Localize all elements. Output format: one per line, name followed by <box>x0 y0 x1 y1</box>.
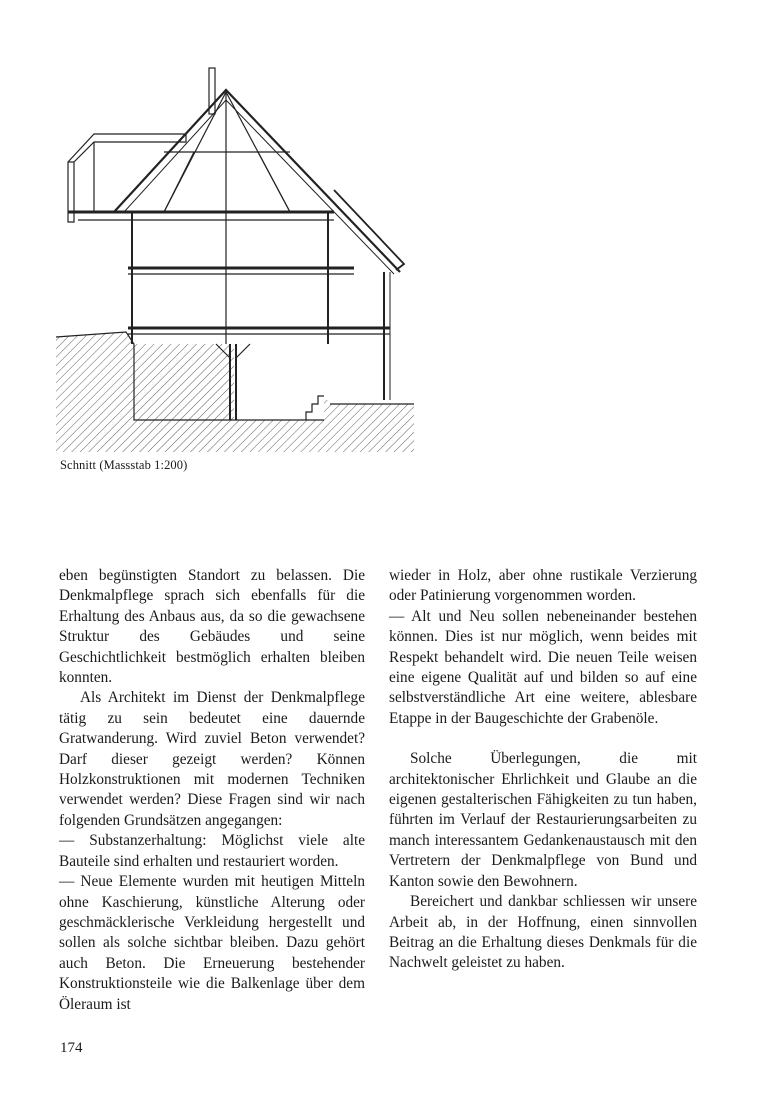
paragraph: — Neue Elemente wurden mit heutigen Mitteln ohne Kaschierung, künstliche Alterung oder geschmäcklerische Verkleidung hergestellt und sollen als solche sichtbar bleiben. Dazu gehört auch Beton. Die Erneuerung bestehender Konstruktionsteile wie die Balkenlage über dem Öleraum ist <box>59 873 365 1013</box>
paragraph: Solche Überlegungen, die mit architektonischer Ehrlichkeit und Glaube an die eigenen gestalterischen Fähigkeiten zu tun haben, führten im Verlauf der Restaurierungsarbeiten zu manch interessantem Gedankenaustausch mit den Vertretern der Denkmalpflege von Bund und Kanton sowie den Bewohnern. <box>389 750 697 890</box>
left-column <box>59 566 365 1015</box>
section-drawing-svg <box>54 62 418 454</box>
paragraph: — Substanzerhaltung: Möglichst viele alte Bauteile sind erhalten und restauriert worden. <box>59 832 365 870</box>
main-roof <box>114 90 400 272</box>
paragraph: wieder in Holz, aber ohne rustikale Verzierung oder Patinierung vorgenommen worden. <box>389 567 697 605</box>
section-drawing <box>54 62 418 454</box>
paragraph: eben begünstigten Standort zu belassen. Die Denkmalpflege sprach sich ebenfalls für die Erhaltung des Anbaus aus, da so die gewachsene Struktur des Gebäudes und seine Geschichtlichkeit bestmöglich erhalten bleiben konnten. <box>59 567 365 687</box>
paragraph: Bereichert und dankbar schliessen wir unsere Arbeit ab, in der Hoffnung, einen sinnvollen Beitrag an die Erhaltung dieses Denkmals für die Nachwelt geleistet zu haben. <box>389 893 697 972</box>
paragraph: — Alt und Neu sollen nebeneinander bestehen können. Dies ist nur möglich, wenn beides mit Respekt behandelt wird. Die neuen Teile weisen eine eigene Qualität auf und bilden so auf eine selbstverständliche Art eine weitere, ablesbare Etappe in der Baugeschichte der Grabenöle. <box>389 607 697 727</box>
figure-caption: Schnitt (Massstab 1:200) <box>60 458 188 472</box>
lean-to-roof <box>334 190 404 270</box>
cellar-steps <box>306 396 324 420</box>
right-column <box>389 566 697 974</box>
page-number: 174 <box>60 1040 83 1056</box>
paragraph: Als Architekt im Dienst der Denkmalpflege tätig zu sein bedeutet eine dauernde Gratwanderung. Wird zuviel Beton verwendet? Darf dieser gezeigt werden? Können Holzkonstruktionen mit modernen Techniken verwendet werden? Diese Fragen sind wir nach folgenden Grundsätzen angegangen: <box>59 689 365 829</box>
